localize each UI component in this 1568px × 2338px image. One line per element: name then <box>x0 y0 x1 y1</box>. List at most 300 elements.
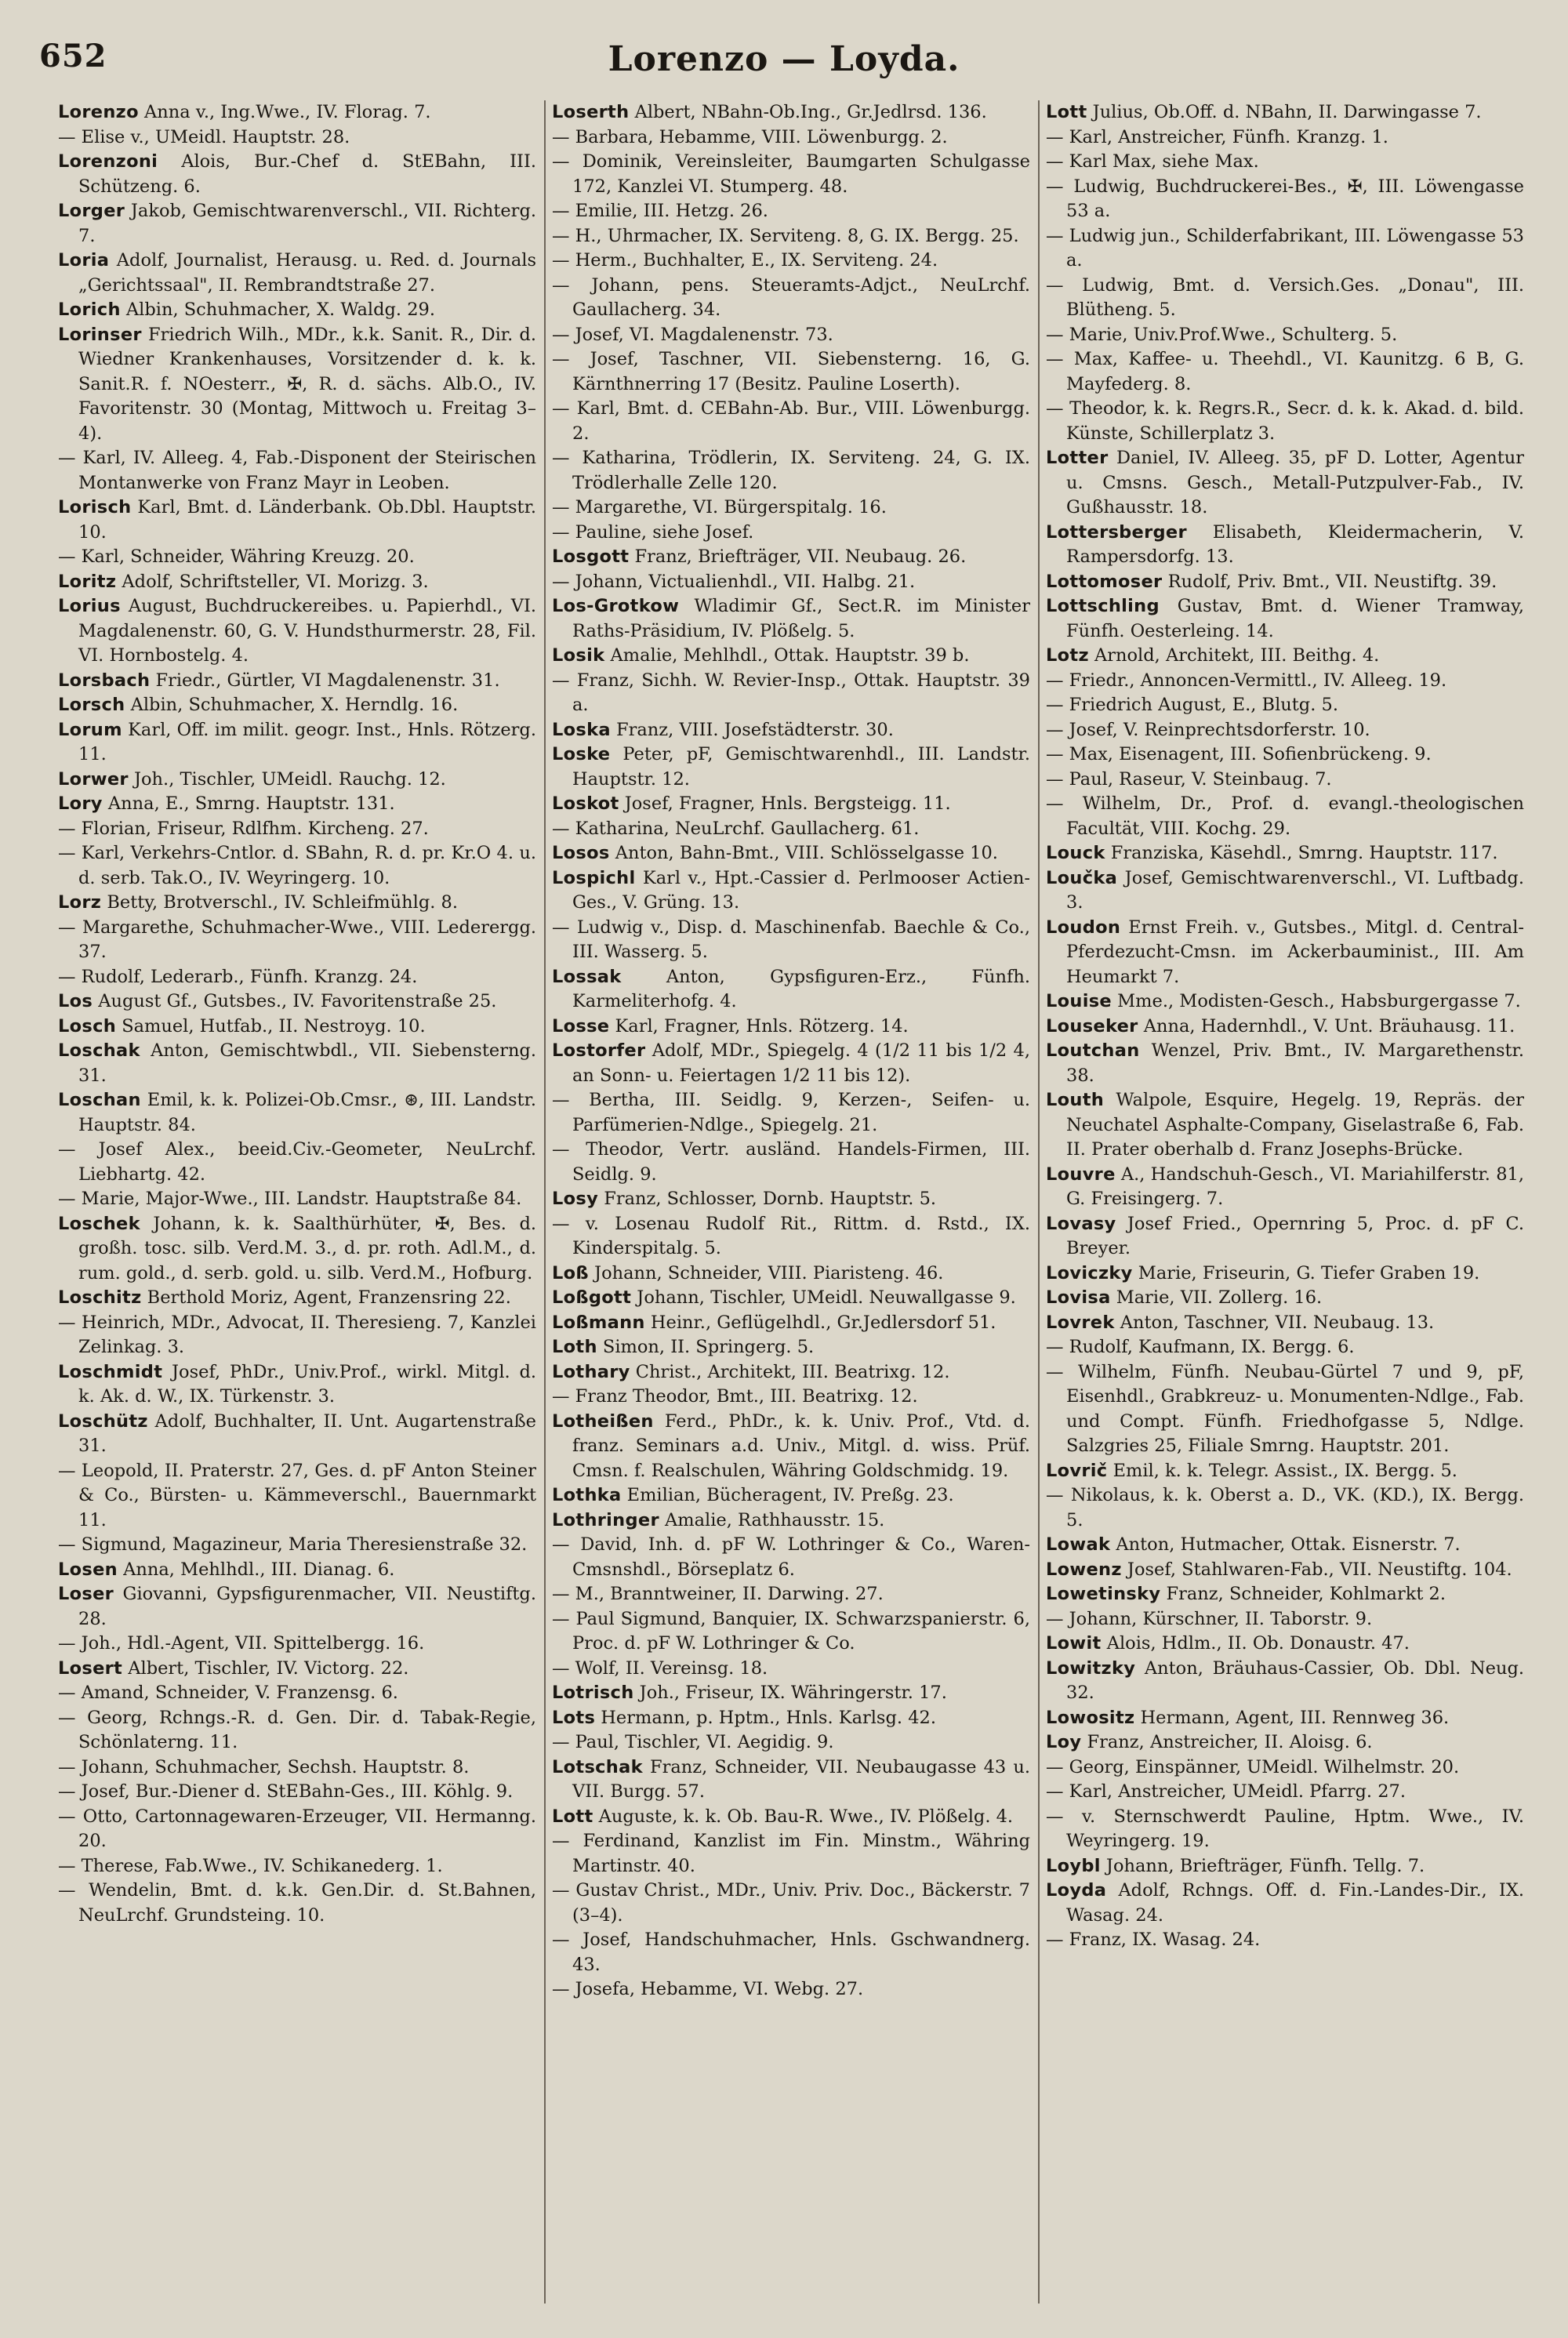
entry-details: — Otto, Cartonnagewaren-Erzeuger, VII. Hermanng. 20. <box>58 1806 536 1851</box>
directory-entry <box>58 1755 536 1781</box>
entry-details: — Wilhelm, Fünfh. Neubau-Gürtel 7 und 9, pF, Eisenhdl., Grabkreuz- u. Monumenten-Ndlge., Fab. und Compt. Fünfh. Friedhofgasse 5, Ndlge. Salzgries 25, Filiale Smrng. Hauptstr. 201. <box>1046 1361 1524 1456</box>
directory-entry <box>1046 100 1524 125</box>
directory-entry <box>58 1212 536 1287</box>
directory-entry <box>552 1829 1030 1879</box>
directory-entry <box>552 1879 1030 1928</box>
directory-entry <box>1046 125 1524 151</box>
directory-entry <box>552 1088 1030 1138</box>
directory-entry <box>58 817 536 842</box>
directory-entry <box>552 1607 1030 1657</box>
directory-entry <box>1046 1088 1524 1163</box>
entry-surname: Lottersberger <box>1046 521 1187 543</box>
entry-details: A., Handschuh-Gesch., VI. Mariahilferstr. 81, G. Freisingerg. 7. <box>1066 1164 1524 1209</box>
directory-entry <box>1046 1879 1524 1928</box>
directory-entry <box>552 521 1030 546</box>
entry-details: — Josef, Handschuhmacher, Hnls. Gschwandnerg. 43. <box>552 1930 1030 1975</box>
directory-entry <box>552 792 1030 817</box>
entry-details: — Margarethe, VI. Bürgerspitalg. 16. <box>552 497 887 517</box>
entry-details: Karl, Fragner, Hnls. Rötzerg. 14. <box>609 1015 909 1036</box>
entry-details: — Josef, Bur.-Diener d. StEBahn-Ges., III. Köhlg. 9. <box>58 1781 514 1802</box>
entry-details: — Herm., Buchhalter, E., IX. Serviteng. 24. <box>552 250 938 270</box>
directory-entry <box>58 916 536 965</box>
page-number: 652 <box>39 38 107 74</box>
entry-surname: Loybl <box>1046 1855 1101 1876</box>
directory-entry <box>1046 1459 1524 1484</box>
entry-surname: Lots <box>552 1707 596 1728</box>
entry-details: — Ludwig v., Disp. d. Maschinenfab. Baechle & Co., III. Wasserg. 5. <box>552 917 1030 962</box>
directory-entry <box>1046 1780 1524 1805</box>
entry-details: Anna, E., Smrng. Hauptstr. 131. <box>102 793 395 814</box>
entry-details: Ferd., PhDr., k. k. Univ. Prof., Vtd. d. franz. Seminars a.d. Univ., Mitgl. d. wiss. Prüf. Cmsn. f. Realschulen, Währing Goldschmidg. 19. <box>572 1410 1030 1481</box>
entry-surname: Lowit <box>1046 1633 1102 1654</box>
entry-surname: Lowetinsky <box>1046 1584 1161 1604</box>
directory-entry <box>552 1730 1030 1755</box>
directory-entry <box>1046 841 1524 866</box>
entry-details: Emil, k. k. Polizei-Ob.Cmsr., ⊛, III. Landstr. Hauptstr. 84. <box>78 1090 536 1135</box>
entry-surname: Loritz <box>58 571 117 592</box>
directory-entry <box>552 274 1030 323</box>
entry-surname: Lory <box>58 793 103 814</box>
directory-entry <box>1046 1632 1524 1657</box>
directory-entry <box>58 594 536 669</box>
entry-details: — Johann, Victualienhdl., VII. Halbg. 21. <box>552 571 916 592</box>
entry-surname: Lott <box>552 1806 593 1827</box>
entry-surname: Lorsbach <box>58 670 151 691</box>
column-right <box>1038 100 1532 2304</box>
entry-surname: Lospichl <box>552 867 636 888</box>
entry-details: Albin, Schuhmacher, X. Herndlg. 16. <box>125 695 459 715</box>
entry-surname: Louseker <box>1046 1015 1138 1036</box>
directory-entry <box>58 570 536 595</box>
directory-entry <box>552 1508 1030 1534</box>
entry-details: Adolf, Journalist, Herausg. u. Red. d. Journals „Gerichtssaal", II. Rembrandtstraße 27. <box>78 250 536 296</box>
directory-entry <box>1046 323 1524 348</box>
entry-details: — H., Uhrmacher, IX. Serviteng. 8, G. IX. Bergg. 25. <box>552 225 1019 246</box>
entry-surname: Loria <box>58 250 110 270</box>
entry-details: Daniel, IV. Alleeg. 35, pF D. Lotter, Agentur u. Cmsns. Gesch., Metall-Putzpulver-Fab., IV. Gußhausstr. 18. <box>1066 448 1524 517</box>
entry-details: Berthold Moriz, Agent, Franzensring 22. <box>141 1287 511 1308</box>
entry-details: Arnold, Architekt, III. Beithg. 4. <box>1088 645 1380 666</box>
directory-entry <box>1046 446 1524 521</box>
entry-details: — Wilhelm, Dr., Prof. d. evangl.-theologischen Facultät, VIII. Kochg. 29. <box>1046 793 1524 839</box>
entry-details: — Paul, Tischler, VI. Aegidig. 9. <box>552 1732 834 1752</box>
entry-details: Albert, NBahn-Ob.Ing., Gr.Jedlrsd. 136. <box>629 102 987 122</box>
entry-details: — Katharina, Trödlerin, IX. Serviteng. 24, G. IX. Trödlerhalle Zelle 120. <box>552 448 1030 493</box>
directory-entry <box>552 1755 1030 1805</box>
entry-surname: Loschak <box>58 1040 140 1061</box>
directory-entry <box>552 594 1030 644</box>
entry-surname: Loßmann <box>552 1312 645 1333</box>
entry-details: Christ., Architekt, III. Beatrixg. 12. <box>630 1361 950 1382</box>
directory-entry <box>1046 224 1524 274</box>
entry-details: August, Buchdruckereibes. u. Papierhdl., VI. Magdalenenstr. 60, G. V. Hundsthurmerstr. 28, Fil. VI. Hornbostelg. 4. <box>78 596 536 666</box>
directory-entry <box>1046 1607 1524 1632</box>
entry-details: — Josef Alex., beeid.Civ.-Geometer, NeuLrchf. Liebhartg. 42. <box>58 1139 536 1185</box>
entry-details: Josef Fried., Opernring 5, Proc. d. pF C. Breyer. <box>1066 1213 1524 1258</box>
entry-details: Amalie, Rathhausstr. 15. <box>659 1509 885 1530</box>
entry-surname: Lotz <box>1046 645 1089 666</box>
entry-surname: Losgott <box>552 546 630 567</box>
entry-surname: Lovrič <box>1046 1460 1108 1481</box>
directory-entry <box>552 1410 1030 1484</box>
directory-entry <box>552 496 1030 521</box>
entry-surname: Lothary <box>552 1361 630 1382</box>
entry-surname: Lotheißen <box>552 1410 654 1432</box>
entry-details: Jakob, Gemischtwarenverschl., VII. Richterg. 7. <box>78 201 536 246</box>
entry-details: Franz, Schneider, Kohlmarkt 2. <box>1160 1584 1446 1604</box>
directory-entry <box>1046 1163 1524 1212</box>
entry-surname: Los <box>58 991 93 1011</box>
directory-entry <box>1046 274 1524 323</box>
column-left <box>50 100 544 2304</box>
entry-details: Johann, Schneider, VIII. Piaristeng. 46. <box>588 1262 944 1283</box>
entry-details: — Emilie, III. Hetzg. 26. <box>552 201 768 221</box>
entry-details: — Max, Kaffee- u. Theehdl., VI. Kaunitzg. 6 B, G. Mayfederg. 8. <box>1046 349 1524 394</box>
entry-details: Johann, Tischler, UMeidl. Neuwallgasse 9. <box>631 1287 1016 1308</box>
directory-entry <box>1046 1558 1524 1583</box>
directory-entry <box>552 742 1030 792</box>
entry-details: Giovanni, Gypsfigurenmacher, VII. Neustiftg. 28. <box>78 1584 536 1629</box>
entry-surname: Loserth <box>552 102 630 122</box>
directory-entry <box>552 397 1030 446</box>
directory-entry <box>58 768 536 793</box>
entry-details: Adolf, Rchngs. Off. d. Fin.-Landes-Dir., IX. Wasag. 24. <box>1066 1880 1524 1926</box>
entry-details: Marie, Friseurin, G. Tiefer Graben 19. <box>1132 1262 1480 1283</box>
entry-details: Walpole, Esquire, Hegelg. 19, Repräs. der Neuchatel Asphalte-Company, Giselastraße 6, Fab. II. Prater oberhalb d. Franz Josephs-Brücke. <box>1066 1090 1524 1160</box>
entry-surname: Loviczky <box>1046 1262 1133 1283</box>
entry-details: — Pauline, siehe Josef. <box>552 521 754 543</box>
directory-entry <box>552 347 1030 397</box>
entry-surname: Loth <box>552 1337 597 1357</box>
directory-entry <box>552 199 1030 224</box>
entry-details: — Rudolf, Kaufmann, IX. Bergg. 6. <box>1046 1337 1355 1357</box>
entry-surname: Losen <box>58 1559 118 1580</box>
directory-entry <box>1046 521 1524 570</box>
directory-entry <box>1046 1212 1524 1262</box>
entry-details: Anton, Gemischtwbdl., VII. Siebensterng. 31. <box>78 1040 536 1086</box>
entry-details: — Leopold, II. Praterstr. 27, Ges. d. pF Anton Steiner & Co., Bürsten- u. Kämmeverschl., Bauernmarkt 11. <box>58 1460 536 1530</box>
entry-details: — Friedrich August, E., Blutg. 5. <box>1046 695 1338 715</box>
directory-entry <box>1046 1533 1524 1558</box>
entry-details: Wladimir Gf., Sect.R. im Minister Raths-Präsidium, IV. Plößelg. 5. <box>572 596 1030 641</box>
entry-surname: Lorwer <box>58 768 129 790</box>
entry-details: — Friedr., Annoncen-Vermittl., IV. Alleeg. 19. <box>1046 670 1447 691</box>
entry-details: Amalie, Mehlhdl., Ottak. Hauptstr. 39 b. <box>604 645 970 666</box>
directory-entry <box>1046 1039 1524 1088</box>
entry-details: Franz, Schlosser, Dornb. Hauptstr. 5. <box>598 1189 937 1209</box>
entry-surname: Lossak <box>552 966 622 987</box>
entry-details: Adolf, Schriftsteller, VI. Morizg. 3. <box>116 571 429 592</box>
entry-surname: Lorum <box>58 719 122 740</box>
directory-entry <box>552 1015 1030 1040</box>
entry-details: Adolf, Buchhalter, II. Unt. Augartenstraße 31. <box>78 1410 536 1456</box>
entry-details: Alois, Bur.-Chef d. StEBahn, III. Schützeng. 6. <box>78 151 536 197</box>
entry-details: — Margarethe, Schuhmacher-Wwe., VIII. Lederergg. 37. <box>58 917 536 962</box>
directory-entry <box>58 125 536 151</box>
entry-details: Anna v., Ing.Wwe., IV. Florag. 7. <box>138 102 431 122</box>
directory-entry <box>552 570 1030 595</box>
directory-entry <box>1046 150 1524 175</box>
entry-details: August Gf., Gutsbes., IV. Favoritenstraße 25. <box>93 991 497 1011</box>
entry-surname: Loschütz <box>58 1410 148 1432</box>
directory-entry <box>552 1977 1030 2002</box>
directory-entry <box>58 965 536 990</box>
directory-entry <box>58 718 536 768</box>
entry-details: — Elise v., UMeidl. Hauptstr. 28. <box>58 126 350 147</box>
directory-entry <box>552 1928 1030 1977</box>
entry-details: Friedrich Wilh., MDr., k.k. Sanit. R., Dir. d. Wiedner Krankenhauses, Vorsitzender d. k. k. Sanit.R. f. NOesterr., ✠, R. d. sächs. Alb.O., IV. Favoritenstr. 30 (Montag, Mittwoch u. Freitag 3–4). <box>78 324 536 444</box>
entry-surname: Lowositz <box>1046 1707 1135 1728</box>
directory-entry <box>1046 1657 1524 1706</box>
entry-details: Emil, k. k. Telegr. Assist., IX. Bergg. 5. <box>1107 1460 1457 1481</box>
directory-entry <box>552 1335 1030 1360</box>
entry-details: — Karl, Schneider, Währing Kreuzg. 20. <box>58 546 415 567</box>
entry-details: — Georg, Rchngs.-R. d. Gen. Dir. d. Tabak-Regie, Schönlaterng. 11. <box>58 1707 536 1752</box>
entry-details: — Karl, IV. Alleeg. 4, Fab.-Disponent der Steirischen Montanwerke von Franz Mayr in Leoben. <box>58 448 536 493</box>
directory-entry <box>1046 347 1524 397</box>
entry-columns <box>50 100 1532 2304</box>
entry-surname: Loučka <box>1046 867 1118 888</box>
directory-entry <box>552 150 1030 199</box>
directory-entry <box>552 1138 1030 1187</box>
directory-entry <box>552 1187 1030 1212</box>
directory-entry <box>1046 1015 1524 1040</box>
entry-details: Josef, Fragner, Hnls. Bergsteigg. 11. <box>619 793 951 814</box>
directory-entry <box>552 866 1030 916</box>
directory-entry <box>1046 1360 1524 1459</box>
directory-entry <box>58 323 536 447</box>
entry-details: Joh., Tischler, UMeidl. Rauchg. 12. <box>128 768 446 790</box>
entry-surname: Loutchan <box>1046 1040 1140 1061</box>
entry-details: Elisabeth, Kleidermacherin, V. Rampersdorfg. 13. <box>1066 521 1524 567</box>
entry-details: — Marie, Major-Wwe., III. Landstr. Hauptstraße 84. <box>58 1189 522 1209</box>
entry-details: Johann, Briefträger, Fünfh. Tellg. 7. <box>1100 1855 1425 1876</box>
entry-details: — Karl, Anstreicher, Fünfh. Kranzg. 1. <box>1046 126 1388 147</box>
entry-details: — Amand, Schneider, V. Franzensg. 6. <box>58 1683 398 1703</box>
entry-surname: Lorenzoni <box>58 151 158 172</box>
directory-entry <box>58 298 536 323</box>
directory-entry <box>552 1483 1030 1508</box>
entry-details: Josef, Gemischtwarenverschl., VI. Luftbadg. 3. <box>1066 867 1524 913</box>
directory-entry <box>1046 397 1524 446</box>
entry-details: — Johann, Kürschner, II. Taborstr. 9. <box>1046 1608 1373 1629</box>
entry-details: — Gustav Christ., MDr., Univ. Priv. Doc., Bäckerstr. 7 (3–4). <box>552 1880 1030 1926</box>
directory-entry <box>1046 1262 1524 1287</box>
entry-surname: Loy <box>1046 1732 1082 1752</box>
directory-entry <box>552 446 1030 496</box>
entry-details: Josef, PhDr., Univ.Prof., wirkl. Mitgl. d. k. Ak. d. W., IX. Türkenstr. 3. <box>78 1361 536 1407</box>
directory-entry <box>1046 866 1524 916</box>
entry-details: Samuel, Hutfab., II. Nestroyg. 10. <box>116 1015 426 1036</box>
directory-entry <box>1046 1805 1524 1854</box>
entry-details: — Johann, pens. Steueramts-Adjct., NeuLrchf. Gaullacherg. 34. <box>552 274 1030 320</box>
entry-surname: Lorius <box>58 596 121 616</box>
directory-entry <box>552 323 1030 348</box>
entry-details: Hermann, p. Hptm., Hnls. Karlsg. 42. <box>595 1707 936 1728</box>
entry-details: — Ferdinand, Kanzlist im Fin. Minstm., Währing Martinstr. 40. <box>552 1831 1030 1876</box>
entry-details: — Ludwig, Bmt. d. Versich.Ges. „Donau", III. Blütheng. 5. <box>1046 274 1524 320</box>
entry-surname: Loß <box>552 1262 589 1283</box>
entry-surname: Lotrisch <box>552 1683 634 1703</box>
directory-entry <box>1046 916 1524 990</box>
entry-details: Gustav, Bmt. d. Wiener Tramway, Fünfh. Oesterleing. 14. <box>1066 596 1524 641</box>
entry-surname: Lovasy <box>1046 1213 1116 1234</box>
entry-details: — Theodor, k. k. Regrs.R., Secr. d. k. k. Akad. d. bild. Künste, Schillerplatz 3. <box>1046 398 1524 444</box>
entry-details: Franz, VIII. Josefstädterstr. 30. <box>610 719 894 740</box>
entry-details: — Ludwig, Buchdruckerei-Bes., ✠, III. Löwengasse 53 a. <box>1046 176 1524 221</box>
directory-entry <box>552 1311 1030 1336</box>
entry-details: — Marie, Univ.Prof.Wwe., Schulterg. 5. <box>1046 324 1398 345</box>
entry-details: Johann, k. k. Saalthürhüter, ✠, Bes. d. großh. tosc. silb. Verd.M. 3., d. pr. roth. Adl.M., d. rum. gold., d. serb. gold. u. silb. Verd.M., Hofburg. <box>78 1213 536 1283</box>
entry-details: Anton, Bräuhaus-Cassier, Ob. Dbl. Neug. 32. <box>1066 1657 1524 1703</box>
entry-surname: Lovisa <box>1046 1287 1111 1308</box>
directory-entry <box>58 1632 536 1657</box>
directory-entry <box>552 817 1030 842</box>
entry-details: Anna, Hadernhdl., V. Unt. Bräuhausg. 11. <box>1138 1015 1515 1036</box>
directory-entry <box>58 841 536 891</box>
entry-details: Anton, Gypsfiguren-Erz., Fünfh. Karmeliterhofg. 4. <box>572 966 1030 1011</box>
entry-details: — Karl, Anstreicher, UMeidl. Pfarrg. 27. <box>1046 1781 1406 1802</box>
column-middle <box>544 100 1038 2304</box>
directory-entry <box>58 1039 536 1088</box>
entry-details: Betty, Brotverschl., IV. Schleifmühlg. 8. <box>101 892 458 913</box>
entry-surname: Louise <box>1046 991 1112 1011</box>
directory-entry <box>58 545 536 570</box>
directory-entry <box>552 841 1030 866</box>
entry-details: Wenzel, Priv. Bmt., IV. Margarethenstr. 38. <box>1066 1040 1524 1086</box>
entry-surname: Lorz <box>58 892 102 913</box>
entry-details: — Wolf, II. Vereinsg. 18. <box>552 1657 768 1679</box>
directory-entry <box>58 1187 536 1212</box>
directory-entry <box>58 1582 536 1632</box>
entry-details: — Joh., Hdl.-Agent, VII. Spittelbergg. 16. <box>58 1633 425 1654</box>
entry-surname: Lothringer <box>552 1509 659 1530</box>
entry-details: — Max, Eisenagent, III. Sofienbrückeng. 9. <box>1046 744 1432 764</box>
directory-entry <box>552 125 1030 151</box>
directory-entry <box>552 249 1030 274</box>
entry-surname: Losy <box>552 1189 599 1209</box>
directory-entry <box>1046 792 1524 841</box>
directory-entry <box>58 693 536 718</box>
directory-entry <box>58 669 536 694</box>
entry-details: — Heinrich, MDr., Advocat, II. Theresieng. 7, Kanzlei Zelinkag. 3. <box>58 1312 536 1357</box>
entry-surname: Lostorfer <box>552 1040 646 1061</box>
entry-details: — v. Losenau Rudolf Rit., Rittm. d. Rstd., IX. Kinderspitalg. 5. <box>552 1213 1030 1258</box>
directory-entry <box>1046 693 1524 718</box>
entry-surname: Loser <box>58 1584 114 1604</box>
entry-details: Anna, Mehlhdl., III. Dianag. 6. <box>117 1559 395 1580</box>
entry-surname: Loskot <box>552 793 619 814</box>
directory-entry <box>1046 1854 1524 1879</box>
entry-details: — Paul Sigmund, Banquier, IX. Schwarzspanierstr. 6, Proc. d. pF W. Lothringer & Co. <box>552 1608 1030 1654</box>
entry-surname: Lothka <box>552 1485 622 1505</box>
directory-entry <box>1046 1706 1524 1731</box>
entry-details: — v. Sternschwerdt Pauline, Hptm. Wwe., IV. Weyringerg. 19. <box>1046 1806 1524 1851</box>
directory-entry <box>1046 1286 1524 1311</box>
entry-details: — Theodor, Vertr. ausländ. Handels-Firmen, III. Seidlg. 9. <box>552 1139 1030 1185</box>
directory-entry <box>1046 1730 1524 1755</box>
directory-entry <box>552 669 1030 718</box>
entry-surname: Los-Grotkow <box>552 596 680 616</box>
entry-details: Albert, Tischler, IV. Victorg. 22. <box>122 1657 409 1679</box>
directory-entry <box>552 1039 1030 1088</box>
entry-details: — Sigmund, Magazineur, Maria Theresienstraße 32. <box>58 1534 528 1555</box>
entry-details: — Josefa, Hebamme, VI. Webg. 27. <box>552 1979 864 1999</box>
entry-details: — Paul, Raseur, V. Steinbaug. 7. <box>1046 768 1332 790</box>
entry-surname: Lowenz <box>1046 1559 1122 1580</box>
directory-entry <box>58 100 536 125</box>
entry-details: Franz, Anstreicher, II. Aloisg. 6. <box>1081 1732 1373 1752</box>
entry-details: Franziska, Käsehdl., Smrng. Hauptstr. 117. <box>1105 843 1498 863</box>
entry-details: Karl, Bmt. d. Länderbank. Ob.Dbl. Hauptstr. 10. <box>78 497 536 543</box>
entry-details: — Josef, Taschner, VII. Siebensterng. 16, G. Kärnthnerring 17 (Besitz. Pauline Loserth). <box>552 349 1030 394</box>
entry-details: Josef, Stahlwaren-Fab., VII. Neustiftg. 104. <box>1121 1559 1512 1580</box>
directory-entry <box>58 1286 536 1311</box>
entry-surname: Lorenzo <box>58 102 139 122</box>
entry-details: — Josef, V. Reinprechtsdorferstr. 10. <box>1046 719 1370 740</box>
entry-details: Alois, Hdlm., II. Ob. Donaustr. 47. <box>1101 1633 1410 1654</box>
entry-details: — Bertha, III. Seidlg. 9, Kerzen-, Seifen- u. Parfümerien-Ndlge., Spiegelg. 21. <box>552 1090 1030 1135</box>
entry-details: Franz, Briefträger, VII. Neubaug. 26. <box>629 546 967 567</box>
directory-entry <box>552 1533 1030 1582</box>
entry-surname: Losos <box>552 843 610 863</box>
running-title: Lorenzo — Loyda. <box>608 39 960 79</box>
entry-details: — Ludwig jun., Schilderfabrikant, III. Löwengasse 53 a. <box>1046 225 1524 270</box>
entry-details: Adolf, MDr., Spiegelg. 4 (1/2 11 bis 1/2 4, an Sonn- u. Feiertagen 1/2 11 bis 12). <box>572 1040 1030 1086</box>
entry-details: Joh., Friseur, IX. Währingerstr. 17. <box>633 1683 947 1703</box>
entry-surname: Loudon <box>1046 917 1121 938</box>
entry-surname: Loßgott <box>552 1287 632 1308</box>
directory-entry <box>552 1212 1030 1262</box>
directory-entry <box>552 545 1030 570</box>
directory-entry <box>58 150 536 199</box>
directory-entry <box>58 1657 536 1682</box>
directory-entry <box>1046 718 1524 743</box>
entry-surname: Lorich <box>58 300 121 320</box>
directory-entry <box>552 1706 1030 1731</box>
directory-entry <box>58 1088 536 1138</box>
entry-details: — Karl, Bmt. d. CEBahn-Ab. Bur., VIII. Löwenburgg. 2. <box>552 398 1030 444</box>
directory-entry <box>1046 570 1524 595</box>
directory-entry <box>58 1879 536 1928</box>
directory-entry <box>58 989 536 1015</box>
directory-entry <box>552 1582 1030 1607</box>
entry-details: — Josef, VI. Magdalenenstr. 73. <box>552 324 833 345</box>
entry-surname: Losert <box>58 1657 123 1679</box>
directory-entry <box>1046 669 1524 694</box>
directory-entry <box>552 1360 1030 1385</box>
entry-details: — Karl, Verkehrs-Cntlor. d. SBahn, R. d. pr. Kr.O 4. u. d. serb. Tak.O., IV. Weyringerg. 10. <box>58 843 536 888</box>
directory-entry <box>58 1805 536 1854</box>
entry-surname: Louth <box>1046 1090 1105 1110</box>
directory-entry <box>552 1385 1030 1410</box>
entry-details: Karl, Off. im milit. geogr. Inst., Hnls. Rötzerg. 11. <box>78 719 536 764</box>
entry-details: — Therese, Fab.Wwe., IV. Schikanederg. 1. <box>58 1855 443 1876</box>
directory-entry <box>58 199 536 249</box>
directory-entry <box>58 1311 536 1360</box>
entry-details: Ernst Freih. v., Gutsbes., Mitgl. d. Central-Pferdezucht-Cmsn. im Ackerbauminist., III. Am Heumarkt 7. <box>1066 917 1524 987</box>
entry-details: Peter, pF, Gemischtwarenhdl., III. Landstr. Hauptstr. 12. <box>572 744 1030 790</box>
entry-details: Simon, II. Springerg. 5. <box>597 1337 815 1357</box>
directory-entry <box>1046 175 1524 224</box>
directory-entry <box>1046 1483 1524 1533</box>
directory-entry <box>58 1533 536 1558</box>
entry-surname: Lorinser <box>58 324 142 345</box>
directory-entry <box>58 1558 536 1583</box>
entry-details: — Nikolaus, k. k. Oberst a. D., VK. (KD.), IX. Bergg. 5. <box>1046 1485 1524 1530</box>
entry-surname: Lorsch <box>58 695 125 715</box>
directory-entry <box>1046 742 1524 768</box>
